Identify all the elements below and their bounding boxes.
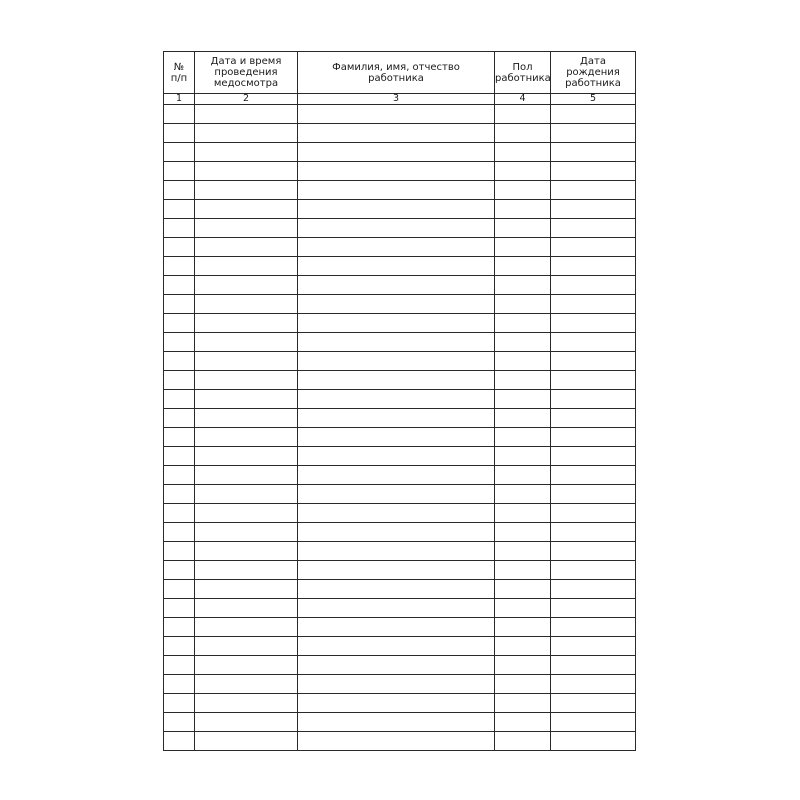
table-cell [298, 238, 495, 257]
table-cell [164, 523, 195, 542]
table-row [164, 713, 636, 732]
table-cell [495, 124, 551, 143]
table-cell [495, 314, 551, 333]
table-cell [551, 732, 636, 751]
table-cell [495, 485, 551, 504]
table-cell [195, 447, 298, 466]
table-cell [495, 713, 551, 732]
table-cell [495, 371, 551, 390]
table-cell [298, 371, 495, 390]
table-cell [164, 124, 195, 143]
table-cell [164, 466, 195, 485]
table-cell [195, 485, 298, 504]
table-row [164, 314, 636, 333]
column-number-3: 3 [298, 94, 495, 105]
table-cell [164, 561, 195, 580]
table-cell [298, 542, 495, 561]
table-cell [495, 200, 551, 219]
table-cell [298, 504, 495, 523]
table-cell [298, 618, 495, 637]
table-cell [551, 656, 636, 675]
table-cell [551, 276, 636, 295]
table-cell [495, 257, 551, 276]
table-cell [551, 542, 636, 561]
table-cell [495, 276, 551, 295]
table-cell [195, 599, 298, 618]
table-cell [495, 542, 551, 561]
table-cell [164, 105, 195, 124]
table-cell [195, 466, 298, 485]
table-cell [495, 656, 551, 675]
medical-exam-journal-table [163, 51, 636, 751]
table-cell [195, 618, 298, 637]
table-cell [164, 257, 195, 276]
table-row [164, 447, 636, 466]
table-cell [195, 561, 298, 580]
table-cell [551, 390, 636, 409]
table-cell [195, 219, 298, 238]
table-cell [551, 447, 636, 466]
table-cell [164, 295, 195, 314]
table-row [164, 352, 636, 371]
column-number-2: 2 [195, 94, 298, 105]
column-header-exam-datetime: Дата и время проведения медосмотра [195, 52, 298, 94]
table-cell [551, 124, 636, 143]
table-cell [164, 200, 195, 219]
table-cell [195, 314, 298, 333]
table-cell [551, 333, 636, 352]
table-cell [298, 523, 495, 542]
table-cell [495, 390, 551, 409]
table-cell [195, 694, 298, 713]
table-cell [298, 257, 495, 276]
table-cell [164, 713, 195, 732]
table-cell [495, 561, 551, 580]
table-row [164, 656, 636, 675]
table-cell [495, 238, 551, 257]
table-cell [164, 637, 195, 656]
table-cell [164, 162, 195, 181]
table-cell [195, 504, 298, 523]
table-cell [495, 504, 551, 523]
table-cell [495, 447, 551, 466]
table-row [164, 333, 636, 352]
table-cell [195, 124, 298, 143]
table-cell [551, 257, 636, 276]
table-row [164, 390, 636, 409]
table-cell [195, 295, 298, 314]
table-cell [298, 276, 495, 295]
table-cell [195, 409, 298, 428]
table-cell [495, 599, 551, 618]
table-row [164, 257, 636, 276]
table-cell [495, 637, 551, 656]
table-cell [495, 618, 551, 637]
table-row [164, 542, 636, 561]
table-cell [195, 637, 298, 656]
table-cell [195, 675, 298, 694]
table-cell [298, 561, 495, 580]
table-row [164, 105, 636, 124]
table-cell [495, 143, 551, 162]
table-cell [495, 105, 551, 124]
table-row [164, 580, 636, 599]
table-cell [298, 637, 495, 656]
table-row [164, 428, 636, 447]
table-cell [495, 219, 551, 238]
table-cell [551, 143, 636, 162]
table-cell [164, 276, 195, 295]
table-cell [164, 409, 195, 428]
table-row [164, 675, 636, 694]
table-cell [164, 580, 195, 599]
table-row [164, 295, 636, 314]
table-cell [298, 580, 495, 599]
table-cell [551, 580, 636, 599]
table-cell [164, 485, 195, 504]
table-cell [551, 713, 636, 732]
table-cell [551, 485, 636, 504]
table-cell [298, 599, 495, 618]
table-cell [298, 675, 495, 694]
table-cell [195, 656, 298, 675]
table-cell [495, 295, 551, 314]
table-cell [495, 428, 551, 447]
table-cell [298, 466, 495, 485]
table-cell [495, 580, 551, 599]
table-row [164, 162, 636, 181]
table-cell [551, 181, 636, 200]
table-cell [551, 314, 636, 333]
table-cell [164, 428, 195, 447]
table-cell [298, 447, 495, 466]
table-cell [551, 105, 636, 124]
table-cell [195, 523, 298, 542]
table-cell [551, 618, 636, 637]
table-cell [195, 428, 298, 447]
table-row [164, 466, 636, 485]
table-cell [164, 504, 195, 523]
table-cell [164, 219, 195, 238]
table-cell [164, 599, 195, 618]
table-cell [195, 732, 298, 751]
table-cell [164, 656, 195, 675]
table-cell [551, 200, 636, 219]
table-cell [495, 466, 551, 485]
table-cell [551, 371, 636, 390]
table-cell [551, 409, 636, 428]
table-row [164, 371, 636, 390]
table-cell [298, 105, 495, 124]
table-cell [298, 181, 495, 200]
table-row [164, 599, 636, 618]
column-header-full-name: Фамилия, имя, отчество работника [298, 52, 495, 94]
table-cell [495, 675, 551, 694]
table-cell [551, 162, 636, 181]
table-row [164, 637, 636, 656]
table-cell [298, 124, 495, 143]
table-cell [164, 143, 195, 162]
table-cell [195, 238, 298, 257]
table-cell [551, 238, 636, 257]
table-row [164, 219, 636, 238]
table-row [164, 618, 636, 637]
header-row [164, 52, 636, 94]
table-row [164, 561, 636, 580]
table-cell [298, 219, 495, 238]
table-cell [195, 200, 298, 219]
table-cell [298, 295, 495, 314]
table-cell [195, 143, 298, 162]
table-cell [551, 599, 636, 618]
table-cell [551, 523, 636, 542]
table-cell [298, 390, 495, 409]
table-cell [495, 523, 551, 542]
table-cell [164, 371, 195, 390]
table-row [164, 504, 636, 523]
table-cell [164, 447, 195, 466]
table-cell [551, 295, 636, 314]
table-cell [298, 314, 495, 333]
table-row [164, 694, 636, 713]
table-cell [495, 181, 551, 200]
table-cell [551, 504, 636, 523]
table-cell [298, 409, 495, 428]
table-cell [298, 485, 495, 504]
table-row [164, 143, 636, 162]
table-row [164, 200, 636, 219]
column-number-1: 1 [164, 94, 195, 105]
column-number-4: 4 [495, 94, 551, 105]
table-cell [298, 713, 495, 732]
table-cell [298, 162, 495, 181]
table-cell [298, 200, 495, 219]
table-cell [195, 105, 298, 124]
table-cell [195, 371, 298, 390]
table-cell [195, 257, 298, 276]
table-cell [164, 732, 195, 751]
table-row [164, 238, 636, 257]
journal-body [164, 105, 636, 751]
table-row [164, 732, 636, 751]
table-cell [195, 580, 298, 599]
table-cell [298, 656, 495, 675]
table-cell [551, 219, 636, 238]
column-number-row [164, 94, 636, 105]
table-cell [195, 390, 298, 409]
table-cell [495, 694, 551, 713]
table-row [164, 276, 636, 295]
table-cell [298, 428, 495, 447]
table-cell [195, 333, 298, 352]
table-cell [195, 713, 298, 732]
table-cell [195, 276, 298, 295]
column-header-gender: Пол работника [495, 52, 551, 94]
table-cell [164, 238, 195, 257]
table-cell [164, 542, 195, 561]
table-cell [195, 542, 298, 561]
table-cell [298, 352, 495, 371]
table-cell [551, 694, 636, 713]
table-cell [164, 675, 195, 694]
table-cell [551, 637, 636, 656]
table-cell [551, 466, 636, 485]
table-cell [495, 162, 551, 181]
table-cell [164, 618, 195, 637]
table-cell [551, 352, 636, 371]
table-cell [164, 181, 195, 200]
table-row [164, 181, 636, 200]
table-cell [195, 162, 298, 181]
table-cell [551, 428, 636, 447]
table-row [164, 409, 636, 428]
table-cell [195, 181, 298, 200]
table-row [164, 523, 636, 542]
table-cell [495, 732, 551, 751]
table-cell [164, 390, 195, 409]
table-cell [164, 314, 195, 333]
table-cell [495, 333, 551, 352]
column-header-birth-date: Дата рождения работника [551, 52, 636, 94]
column-number-5: 5 [551, 94, 636, 105]
table-cell [195, 352, 298, 371]
table-cell [164, 333, 195, 352]
table-cell [298, 143, 495, 162]
column-header-index: № п/п [164, 52, 195, 94]
table-cell [551, 675, 636, 694]
table-cell [495, 352, 551, 371]
table-cell [298, 694, 495, 713]
table-cell [551, 561, 636, 580]
table-row [164, 485, 636, 504]
table-row [164, 124, 636, 143]
table-cell [298, 333, 495, 352]
table-cell [495, 409, 551, 428]
table-cell [164, 352, 195, 371]
table-cell [164, 694, 195, 713]
table-cell [298, 732, 495, 751]
